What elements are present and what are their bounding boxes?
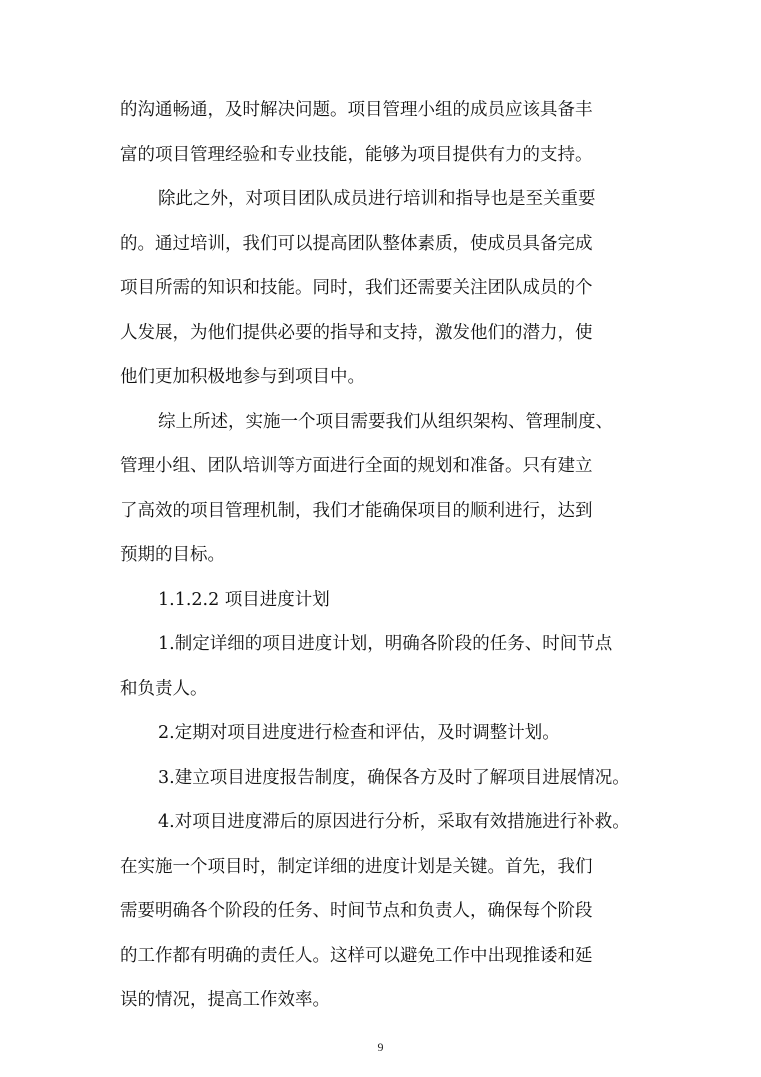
text-line: 误的情况，提高工作效率。 [120,990,330,1010]
text-line: 富的项目管理经验和专业技能，能够为项目提供有力的支持。 [120,144,593,165]
list-item: 4.对项目进度滞后的原因进行分析，采取有效措施进行补救。 [158,812,630,832]
text-line: 的沟通畅通，及时解决问题。项目管理小组的成员应该具备丰 [120,100,593,120]
page-number: 9 [377,1040,384,1054]
text-line: 和负责人。 [120,678,208,699]
text-line: 综上所述，实施一个项目需要我们从组织架构、管理制度、 [158,411,613,432]
list-item: 2.定期对项目进度进行检查和评估，及时调整计划。 [158,723,560,743]
text-line: 他们更加积极地参与到项目中。 [120,367,365,387]
document-body [120,94,665,1029]
text-line: 项目所需的知识和技能。同时，我们还需要关注团队成员的个 [120,278,593,298]
text-line: 在实施一个项目时，制定详细的进度计划是关键。首先，我们 [120,856,593,877]
text-line: 的工作都有明确的责任人。这样可以避免工作中出现推诿和延 [120,945,593,966]
text-line: 除此之外，对项目团队成员进行培训和指导也是至关重要 [158,189,596,209]
list-item: 1.制定详细的项目进度计划，明确各阶段的任务、时间节点 [158,634,613,654]
list-item: 3.建立项目进度报告制度，确保各方及时了解项目进展情况。 [158,767,630,788]
text-line: 的。通过培训，我们可以提高团队整体素质，使成员具备完成 [120,233,593,254]
section-heading: 1.1.2.2 项目进度计划 [158,589,330,610]
text-line: 了高效的项目管理机制，我们才能确保项目的顺利进行，达到 [120,500,593,521]
text-line: 人发展，为他们提供必要的指导和支持，激发他们的潜力，使 [120,322,593,343]
text-line: 预期的目标。 [120,545,225,565]
text-line: 管理小组、团队培训等方面进行全面的规划和准备。只有建立 [120,456,593,476]
text-line: 需要明确各个阶段的任务、时间节点和负责人，确保每个阶段 [120,901,593,921]
